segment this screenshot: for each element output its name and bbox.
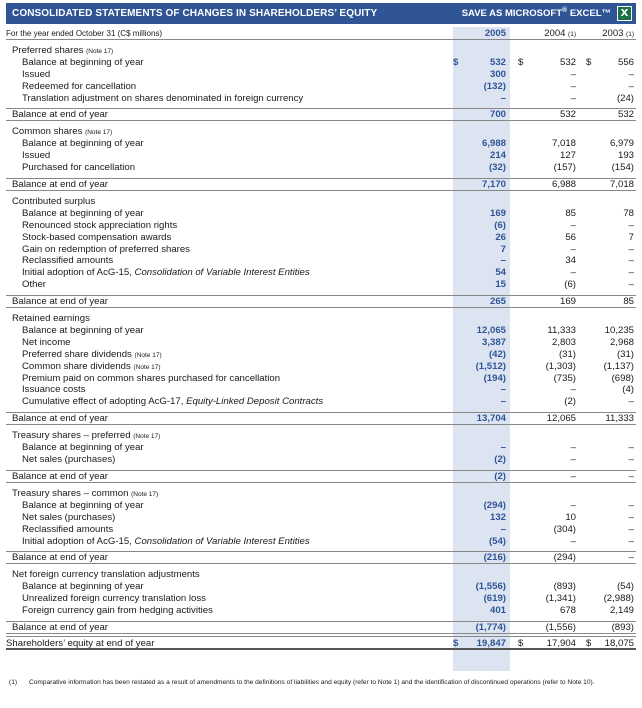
column-year-2005: 2005 [484,28,506,39]
row-label [22,500,144,512]
line-item-row [6,384,636,396]
row-label-text: Issued [22,68,51,80]
value-2004: (735) [553,372,576,384]
value-2005: – [500,92,506,104]
row-label [22,93,303,105]
column-year-2003-label: 2003 [602,28,624,39]
value-2005: (1,512) [475,360,506,372]
row-label-text: Renounced stock appreciation rights [22,219,178,231]
section-note: (Note 17) [86,48,114,55]
value-2003: – [628,243,634,255]
value-2004: – [570,454,576,466]
value-2005: – [500,384,506,396]
row-label [22,373,280,385]
section-heading [6,45,636,57]
value-2005: 132 [489,511,506,523]
line-item-row [6,349,636,361]
statement-header-bar [6,3,636,24]
value-2003: – [628,499,634,511]
row-label [22,442,144,454]
column-year-2003-note: (1) [626,31,634,38]
row-label-text: Issued [22,150,51,162]
line-item-row [6,69,636,81]
row-label [22,512,115,524]
footnote-text: Comparative information has been restated as a result of amendments to the definitions of liabilities and equity (refer to Note 1) and the identification of discontinued operations (refer to Note 10). [29,679,595,686]
value-2004: – [570,470,576,482]
value-2005: – [500,442,506,454]
section-title-text: Retained earnings [12,313,90,325]
row-label-text: Unrealized foreign currency translation loss [22,593,206,605]
value-2003: – [628,442,634,454]
row-label-text: Stock-based compensation awards [22,231,172,243]
line-item-row [6,255,636,267]
line-item-row [6,442,636,454]
row-label-text: Net sales (purchases) [22,511,116,523]
row-label-italic: Equity-Linked Deposit Contracts [186,396,324,408]
value-2003: 2,968 [609,336,634,348]
value-2004: (893) [553,581,576,593]
grand-total-row [6,636,636,650]
line-item-row [6,93,636,105]
grand-total-2004: 17,904 [546,637,576,649]
row-label [22,279,46,291]
value-2003: 78 [623,207,634,219]
line-item-row [6,454,636,466]
value-2004: – [570,442,576,454]
line-item-row [6,138,636,150]
row-label-text: Reclassified amounts [22,255,114,267]
value-2003: – [628,470,634,482]
section-heading [6,488,636,500]
value-2003: (2,988) [603,593,634,605]
value-2004: – [570,243,576,255]
value-2003: – [628,454,634,466]
section-total-row [6,551,636,564]
value-2004: 7,018 [551,138,576,150]
value-2004: 532 [559,109,576,121]
dollar-sign: $ [518,56,524,68]
value-2004: 12,065 [546,413,576,425]
row-label [22,581,144,593]
value-2004: (6) [564,279,576,291]
value-2005: 13,704 [476,413,506,425]
value-2004: (2) [564,396,576,408]
value-2003: – [628,279,634,291]
row-label [22,208,144,220]
value-2003: – [628,255,634,267]
dollar-sign: $ [586,56,592,68]
section-note: (Note 17) [85,129,113,137]
value-2005: 7 [500,243,506,255]
line-item-row [6,337,636,349]
value-2003: 7 [628,231,634,243]
section-heading [6,569,636,581]
line-item-row [6,325,636,337]
row-label-text: Premium paid on common shares purchased for cancellation [22,372,281,384]
value-2005: 6,988 [481,138,506,150]
row-label-text: Balance at end of year [12,470,109,482]
value-2005: (216) [483,552,506,564]
value-2004: 532 [559,56,576,68]
value-2004: 11,333 [547,325,576,337]
value-2004: – [570,499,576,511]
save-as-prefix: SAVE AS MICROSOFT [461,8,563,20]
value-2003: (24) [616,92,634,104]
row-label-text: Balance at beginning of year [22,442,144,454]
section-note: (Note 17) [131,490,159,498]
line-item-row [6,279,636,291]
line-item-row [6,244,636,256]
value-2004: 34 [565,255,576,267]
row-label-text: Balance at beginning of year [22,499,144,511]
value-2003: (893) [611,621,634,633]
value-2004: (1,556) [545,621,576,633]
value-2003: 556 [617,56,634,68]
grand-total-dollar-2005: $ [453,637,459,649]
row-label-text: Translation adjustment on shares denominated in foreign currency [22,92,304,104]
section-title [12,196,95,208]
value-2003: 532 [617,109,634,121]
value-2003: – [628,511,634,523]
row-label [12,622,108,634]
section-title-text: Contributed surplus [12,196,96,208]
row-label-text: Balance at beginning of year [22,581,144,593]
line-item-row [6,500,636,512]
value-2005: 401 [489,605,506,617]
row-label-text: Balance at end of year [12,552,109,564]
row-label [22,536,310,548]
value-2003: 2,149 [609,605,634,617]
value-2005: (42) [488,348,506,360]
value-2004: 56 [565,231,576,243]
save-as-suffix: EXCEL™ [567,8,611,20]
row-label [22,232,171,244]
section-heading [6,313,636,325]
grand-total-2005: 19,847 [476,637,506,649]
line-item-row [6,524,636,536]
line-item-row [6,81,636,93]
row-label-note: (Note 17) [134,351,162,359]
row-label-text: Balance at beginning of year [22,138,144,150]
value-2003: – [628,523,634,535]
value-2004: 85 [565,207,576,219]
row-label [12,471,108,483]
value-2005: 169 [489,207,506,219]
row-label [12,413,108,425]
value-2004: – [570,219,576,231]
value-2005: (6) [494,219,506,231]
value-2003: (31) [616,348,634,360]
grand-total-dollar-2003: $ [586,637,592,649]
value-2005: (2) [494,454,506,466]
value-2005: 12,065 [476,325,506,337]
value-2005: 300 [489,68,506,80]
value-2005: 54 [495,267,506,279]
section-title-text: Treasury shares – common [12,487,129,499]
footnote-number: (1) [9,679,18,686]
column-year-2004 [512,27,576,41]
value-2003: – [628,535,634,547]
value-2004: 127 [559,150,576,162]
value-2004: – [570,68,576,80]
column-year-2004-label: 2004 [544,28,566,39]
section-title-text: Treasury shares – preferred [12,430,131,442]
grand-total-label: Shareholders’ equity at end of year [6,637,155,649]
column-year-2003 [582,27,634,41]
value-2003: (54) [616,581,634,593]
value-2003: – [628,219,634,231]
value-2004: (1,341) [545,593,576,605]
statement-title: CONSOLIDATED STATEMENTS OF CHANGES IN SHAREHOLDERS’ EQUITY [12,8,378,19]
value-2003: 193 [617,150,634,162]
line-item-row [6,536,636,548]
row-label [22,138,144,150]
value-2004: – [570,80,576,92]
value-2004: 2,803 [551,336,576,348]
value-2005: (294) [483,499,506,511]
value-2005: – [500,396,506,408]
value-2004: (157) [553,162,576,174]
value-2005: 214 [489,150,506,162]
value-2005: (194) [483,372,506,384]
line-item-row [6,57,636,69]
row-label-text: Balance at end of year [12,179,109,191]
dollar-sign: $ [453,56,459,68]
value-2003: (1,137) [603,360,634,372]
line-item-row [6,373,636,385]
value-2004: (294) [553,552,576,564]
value-2004: (31) [558,348,576,360]
line-item-row [6,208,636,220]
row-label-text: Preferred share dividends [22,348,132,360]
value-2004: – [570,267,576,279]
value-2005: 700 [489,109,506,121]
row-label-text: Gain on redemption of preferred shares [22,243,190,255]
line-item-row [6,162,636,174]
value-2003: 10,235 [604,325,634,337]
value-2003: 11,333 [605,413,634,425]
row-label [22,593,206,605]
section-heading [6,196,636,208]
grand-total-2003: 18,075 [604,637,634,649]
line-item-row [6,232,636,244]
equity-statement-table [6,27,636,650]
row-label-text: Initial adoption of AcG-15, [22,267,135,279]
row-label-text: Net sales (purchases) [22,454,116,466]
period-label: For the year ended October 31 (C$ millions) [6,29,163,38]
excel-icon-glyph: X [620,8,629,19]
section-note: (Note 17) [133,433,161,441]
excel-icon[interactable] [617,6,632,21]
row-label [22,384,85,396]
row-label [22,162,135,174]
row-label-text: Other [22,279,46,291]
row-label-text: Issuance costs [22,384,86,396]
value-2003: – [628,68,634,80]
value-2005: (1,774) [475,621,506,633]
row-label-text: Initial adoption of AcG-15, [22,535,135,547]
section-title-text: Net foreign currency translation adjustments [12,569,200,581]
row-label [22,57,144,69]
row-label-italic: Consolidation of Variable Interest Entities [134,535,310,547]
row-label-text: Redeemed for cancellation [22,80,137,92]
row-label [22,524,113,536]
value-2003: 85 [623,296,634,308]
column-header-row [6,27,636,40]
row-label [12,552,108,564]
row-label [22,454,115,466]
row-label [22,220,177,232]
line-item-row [6,396,636,408]
row-label [22,150,50,162]
value-2003: – [628,396,634,408]
line-item-row [6,512,636,524]
row-label-text: Net income [22,336,71,348]
section-total-row [6,412,636,425]
section-total-row [6,295,636,308]
value-2005: 7,170 [481,179,506,191]
row-label-note: (Note 17) [133,363,161,371]
column-year-2004-note: (1) [568,31,576,38]
line-item-row [6,220,636,232]
value-2005: (2) [494,470,506,482]
value-2004: 10 [565,511,576,523]
value-2005: 15 [495,279,506,291]
row-label-text: Balance at end of year [12,109,109,121]
value-2003: 7,018 [609,179,634,191]
row-label-text: Balance at end of year [12,621,109,633]
row-label [22,69,50,81]
value-2003: (4) [622,384,634,396]
row-label-text: Balance at end of year [12,296,109,308]
row-label [12,109,108,121]
statement-sections [6,40,636,634]
row-label [22,267,310,279]
row-label-text: Common share dividends [22,360,131,372]
registered-mark: ® [562,7,568,15]
value-2004: (1,303) [545,360,576,372]
section-total-row [6,108,636,121]
row-label-text: Balance at beginning of year [22,56,144,68]
section-total-row [6,178,636,191]
grand-total-dollar-2004: $ [518,637,524,649]
value-2004: – [570,535,576,547]
value-2003: – [628,552,634,564]
value-2005: – [500,255,506,267]
row-label-italic: Consolidation of Variable Interest Entities [134,267,310,279]
row-label-text: Purchased for cancellation [22,162,136,174]
section-title-text: Preferred shares [12,45,84,56]
row-label-text: Cumulative effect of adopting AcG-17, [22,396,187,408]
row-label [12,296,108,308]
row-label-text: Balance at beginning of year [22,207,144,219]
line-item-row [6,581,636,593]
value-2003: – [628,80,634,92]
save-as-excel-link[interactable] [462,7,617,19]
value-2005: (32) [488,162,506,174]
section-title [12,313,90,325]
section-heading [6,126,636,138]
section-title-text: Common shares [12,126,83,138]
row-label [22,244,190,256]
row-label [22,255,113,267]
row-label [22,605,213,617]
section-total-row [6,621,636,634]
row-label [22,325,144,337]
value-2003: 6,979 [609,138,634,150]
line-item-row [6,150,636,162]
row-label [22,337,71,349]
section-heading [6,430,636,442]
section-total-row [6,470,636,483]
line-item-row [6,605,636,617]
value-2004: – [570,92,576,104]
line-item-row [6,361,636,373]
value-2005: (1,556) [475,581,506,593]
section-title [12,569,200,581]
row-label-text: Balance at end of year [12,413,109,425]
row-label-text: Reclassified amounts [22,523,114,535]
row-label [12,179,108,191]
value-2005: 26 [495,231,506,243]
value-2005: (619) [483,593,506,605]
value-2005: (54) [488,535,506,547]
value-2004: – [570,384,576,396]
value-2004: 169 [559,296,576,308]
value-2003: (154) [611,162,634,174]
value-2005: 3,387 [481,336,506,348]
row-label [22,81,136,93]
value-2005: (132) [483,80,506,92]
row-label-text: Foreign currency gain from hedging activities [22,605,213,617]
value-2005: 265 [489,296,506,308]
value-2004: 6,988 [551,179,576,191]
value-2003: (698) [611,372,634,384]
value-2005: 532 [489,56,506,68]
value-2004: 678 [559,605,576,617]
row-label-text: Balance at beginning of year [22,325,144,337]
value-2004: (304) [553,523,576,535]
value-2003: – [628,267,634,279]
line-item-row [6,593,636,605]
value-2005: – [500,523,506,535]
line-item-row [6,267,636,279]
row-label [22,396,323,408]
